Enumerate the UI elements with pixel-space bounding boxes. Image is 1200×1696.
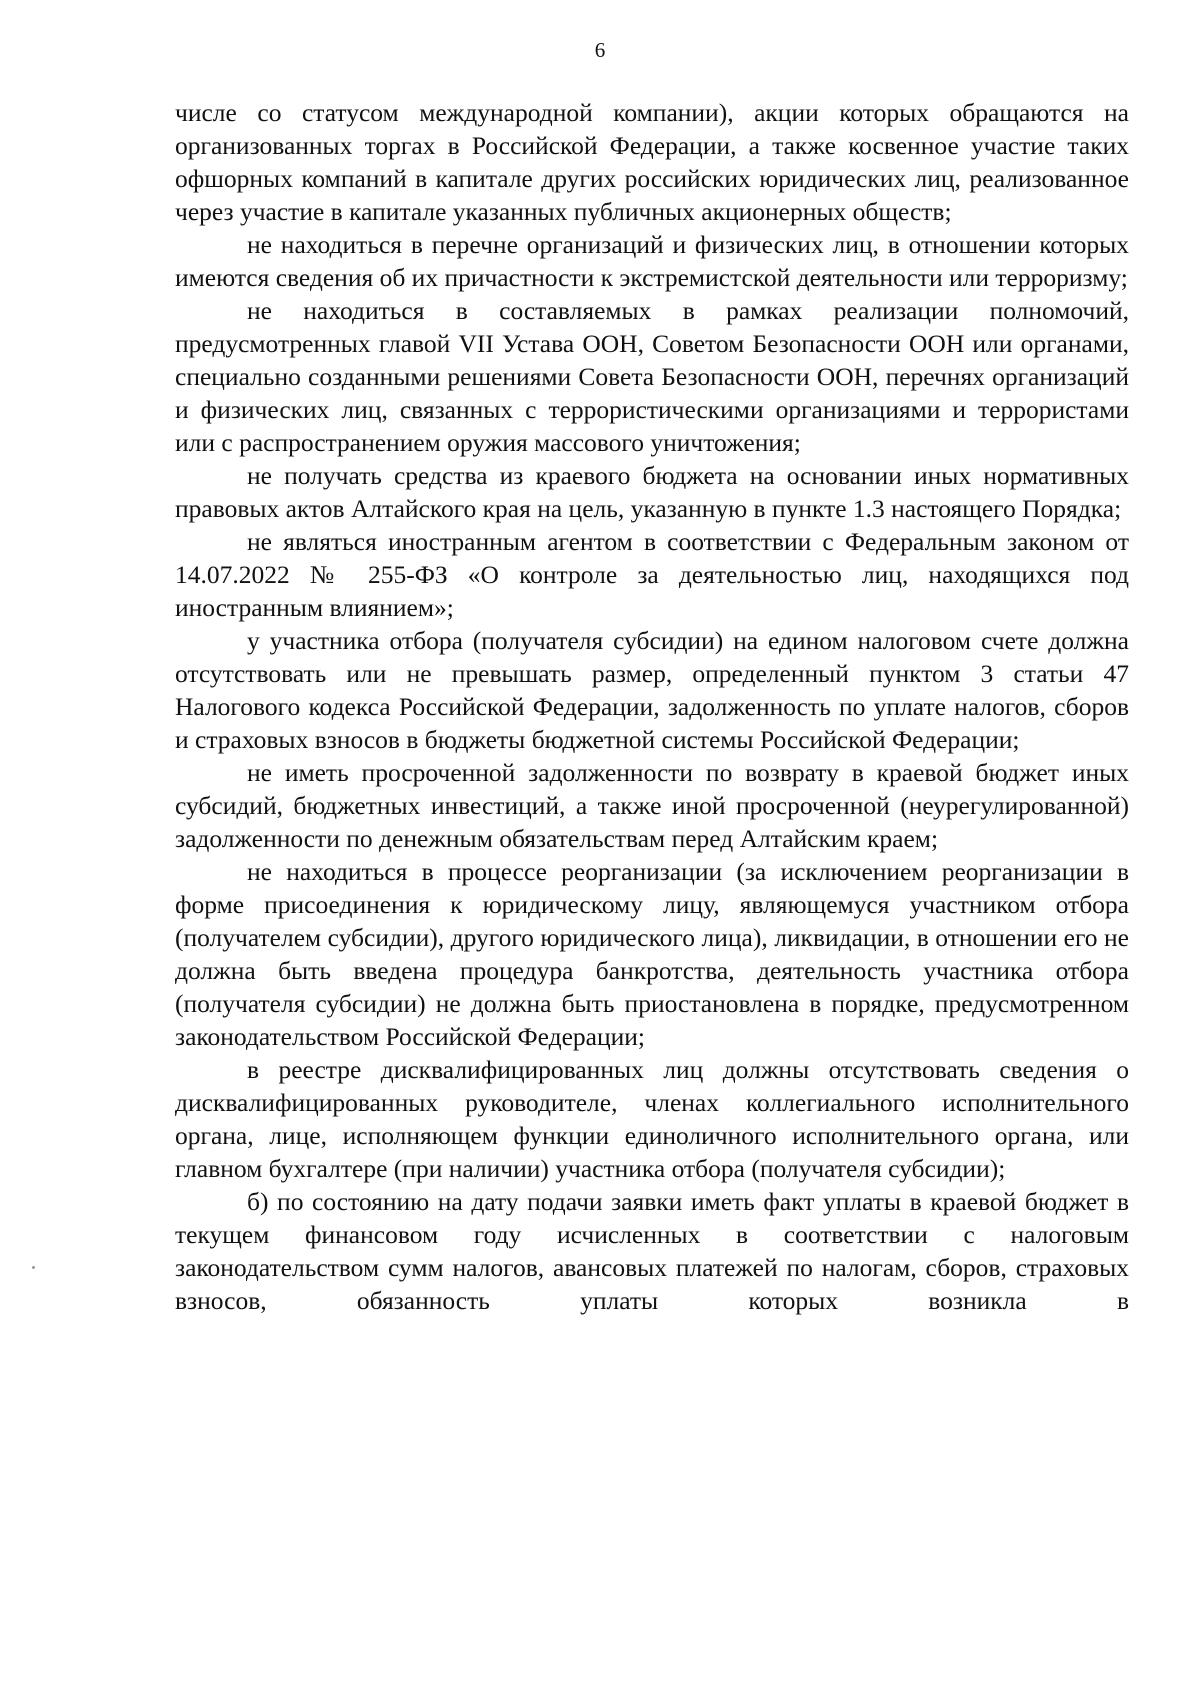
paragraph-tax-debt: у участника отбора (получателя субсидии) на едином налоговом счете должна отсутствовать или не превышать размер, определенный пунктом 3 статьи 47 Налогового кодекса Российской Федерации, задолженность по уплате налогов, сборов и страховых взносов в бюджеты бюджетной системы Российской Федерации; [175,626,1129,754]
paragraph-un-sanctions-list: не находиться в составляемых в рамках реализации полномочий, предусмотренных главой VII Устава ООН, Советом Безопасности ООН или органами, специально созданными решениями Совета Безопасности ООН, перечнях организаций и физических лиц, связанных с террористическими организациями и террористами или с распространением оружия массового уничтожения; [175,296,1129,457]
paragraph-reorganization: не находиться в процессе реорганизации (за исключением реорганизации в форме присоединения к юридическому лицу, являющемуся участником отбора (получателем субсидии), другого юридического лица), ликвидации, в отношении его не должна быть введена процедура банкротства, деятельность участника отбора (получателя субсидии) не должна быть приостановлена в порядке, предусмотренном законодательством Российской Федерации; [175,857,1129,1051]
paragraph-extremism-list: не находиться в перечне организаций и физических лиц, в отношении которых имеются сведения об их причастности к экстремистской деятельности или терроризму; [175,230,1129,292]
paragraph-overdue-debt: не иметь просроченной задолженности по возврату в краевой бюджет иных субсидий, бюджетных инвестиций, а также иной просроченной (неурегулированной) задолженности по денежным обязательствам перед Алтайским краем; [175,758,1129,853]
paragraph-offshore-participation: числе со статусом международной компании), акции которых обращаются на организованных торгах в Российской Федерации, а также косвенное участие таких офшорных компаний в капитале других российских юридических лиц, реализованное через участие в капитале указанных публичных акционерных обществ; [175,98,1129,226]
paragraph-other-budget-funds: не получать средства из краевого бюджета на основании иных нормативных правовых актов Алтайского края на цель, указанную в пункте 1.3 настоящего Порядка; [175,461,1129,523]
scan-dot-mark [32,1266,35,1269]
paragraph-foreign-agent: не являться иностранным агентом в соответствии с Федеральным законом от 14.07.2022 № 255-ФЗ «О контроле за деятельностью лиц, находящихся под иностранным влиянием»; [175,527,1129,622]
paragraph-disqualified-persons: в реестре дисквалифицированных лиц должны отсутствовать сведения о дисквалифицированных руководителе, членах коллегиального исполнительного органа, лице, исполняющем функции единоличного исполнительного органа, или главном бухгалтере (при наличии) участника отбора (получателя субсидии); [175,1055,1129,1183]
document-body [175,96,1129,1317]
paragraph-tax-payment-fact: б) по состоянию на дату подачи заявки иметь факт уплаты в краевой бюджет в текущем финансовом году исчисленных в соответствии с налоговым законодательством сумм налогов, авансовых платежей по налогам, сборов, страховых взносов, обязанность уплаты которых возникла в [175,1187,1129,1315]
page-number: 6 [594,38,606,62]
